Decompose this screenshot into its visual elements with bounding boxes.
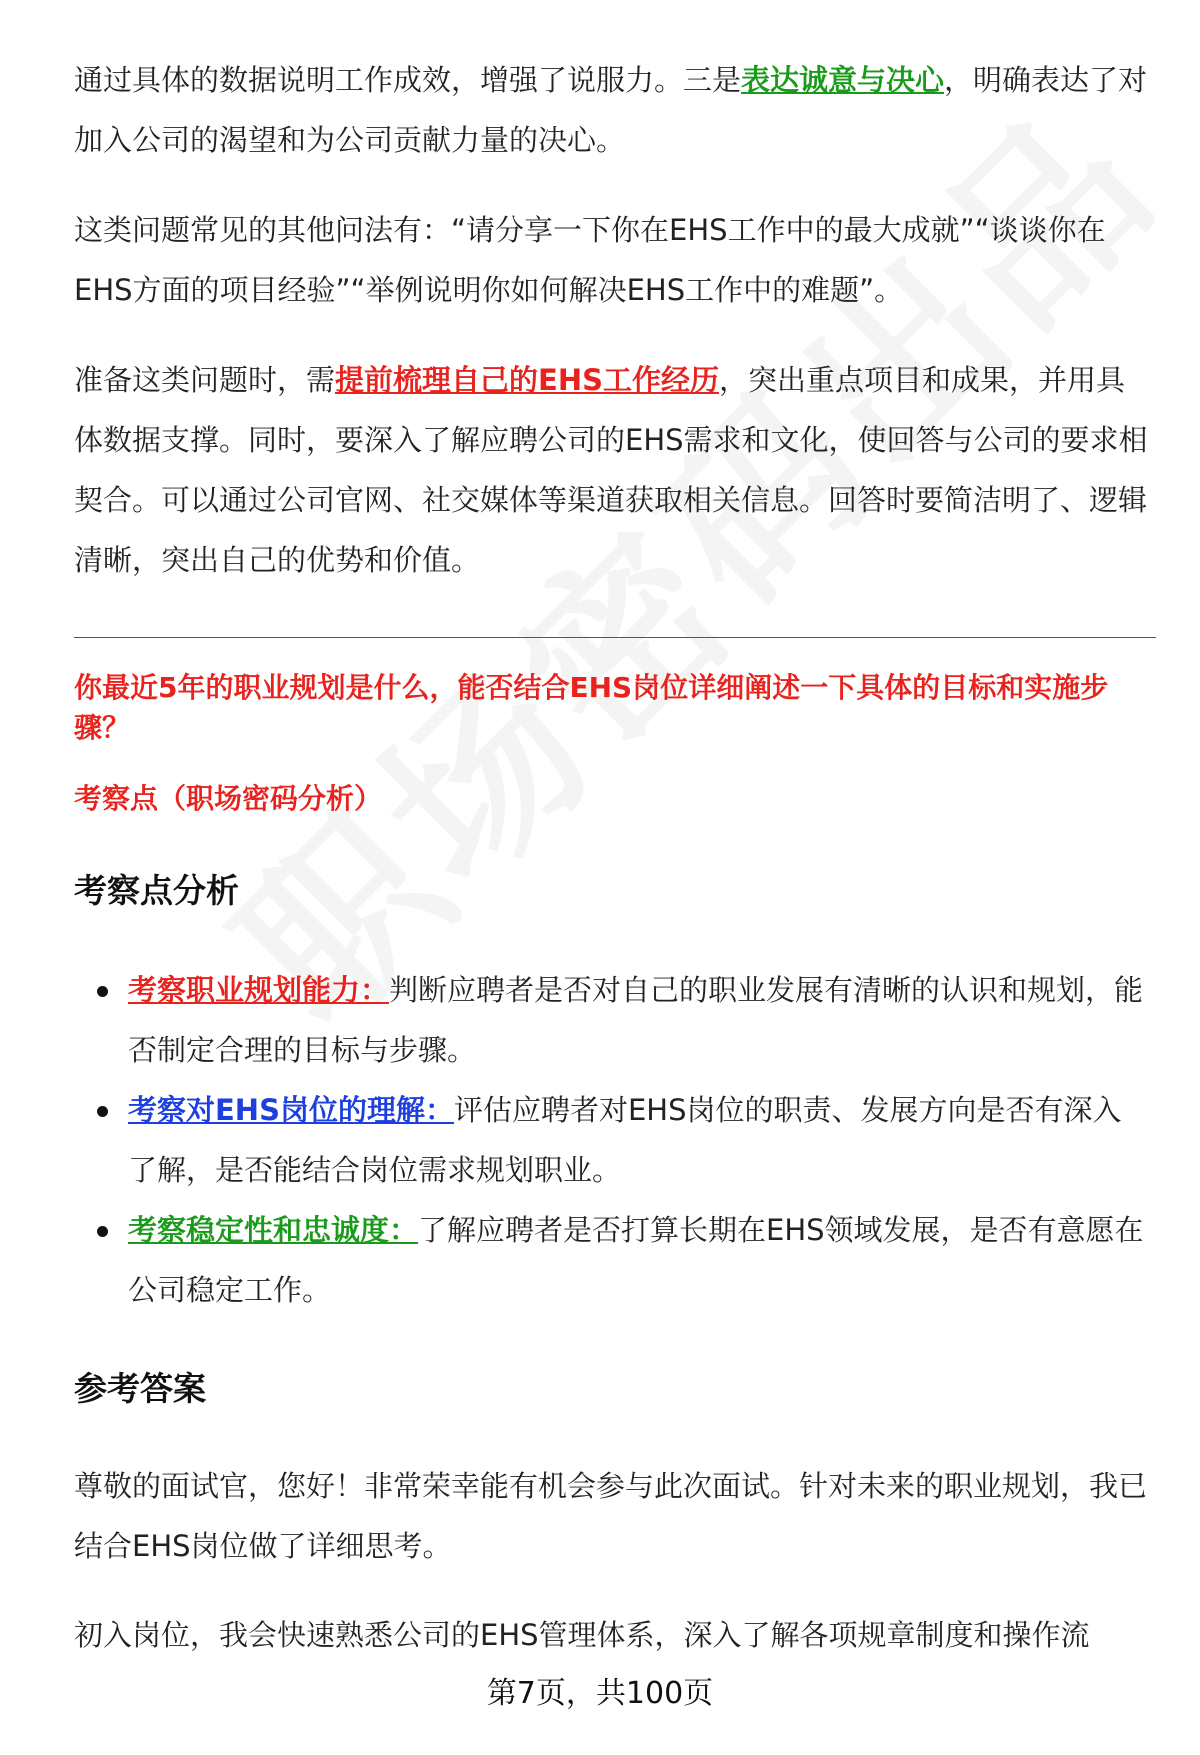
paragraph-1-text-end: ，明确表达了对加入公司的渴望和为公司贡献力量的决心。 (74, 63, 1148, 157)
paragraph-1 (74, 50, 1150, 170)
bullet-label: 考察职业规划能力： (128, 973, 390, 1007)
section-title-reference-answer: 参考答案 (74, 1369, 206, 1408)
bullet-item-career-planning (128, 960, 1148, 1080)
bullet-dot (97, 1226, 108, 1237)
section-divider (74, 637, 1156, 638)
bullet-label: 考察对EHS岗位的理解： (128, 1093, 454, 1127)
paragraph-3-text-end: ，突出重点项目和成果，并用具体数据支撑。同时，要深入了解应聘公司的EHS需求和文化，使回答与公司的要求相契合。可以通过公司官网、社交媒体等渠道获取相关信息。回答时要简洁明了、逻辑清晰，突出自己的优势和价值。 (74, 363, 1148, 577)
paragraph-3 (74, 350, 1150, 590)
paragraph-2: 这类问题常见的其他问法有：“请分享一下你在EHS工作中的最大成就”“谈谈你在EHS方面的项目经验”“举例说明你如何解决EHS工作中的难题”。 (74, 213, 1106, 307)
section-title-analysis: 考察点分析 (74, 871, 239, 910)
bullet-text: 评估应聘者对EHS岗位的职责、发展方向是否有深入了解，是否能结合岗位需求规划职业。 (128, 1093, 1122, 1187)
answer-paragraph-1: 尊敬的面试官，您好！非常荣幸能有机会参与此次面试。针对未来的职业规划，我已结合EHS岗位做了详细思考。 (74, 1469, 1148, 1563)
bullet-item-stability-loyalty (128, 1200, 1148, 1320)
highlight-ehs-experience: 提前梳理自己的EHS工作经历 (335, 363, 719, 397)
paragraph-3-text: 准备这类问题时，需 (74, 363, 336, 397)
highlight-sincerity: 表达诚意与决心 (741, 63, 945, 97)
bullet-dot (97, 986, 108, 997)
bullet-label: 考察稳定性和忠诚度： (128, 1213, 419, 1247)
bullet-text: 判断应聘者是否对自己的职业发展有清晰的认识和规划，能否制定合理的目标与步骤。 (128, 973, 1144, 1067)
assessment-subheading: 考察点（职场密码分析） (74, 782, 383, 815)
bullet-item-ehs-understanding (128, 1080, 1148, 1200)
bullet-dot (97, 1106, 108, 1117)
bullet-text: 了解应聘者是否打算长期在EHS领域发展，是否有意愿在公司稳定工作。 (128, 1213, 1144, 1307)
paragraph-1-text: 通过具体的数据说明工作成效，增强了说服力。三是 (74, 63, 742, 97)
page-footer: 第7页，共100页 (486, 1676, 714, 1711)
interview-question: 你最近5年的职业规划是什么，能否结合EHS岗位详细阐述一下具体的目标和实施步骤？ (74, 671, 1109, 744)
answer-paragraph-2: 初入岗位，我会快速熟悉公司的EHS管理体系，深入了解各项规章制度和操作流 (74, 1618, 1090, 1652)
